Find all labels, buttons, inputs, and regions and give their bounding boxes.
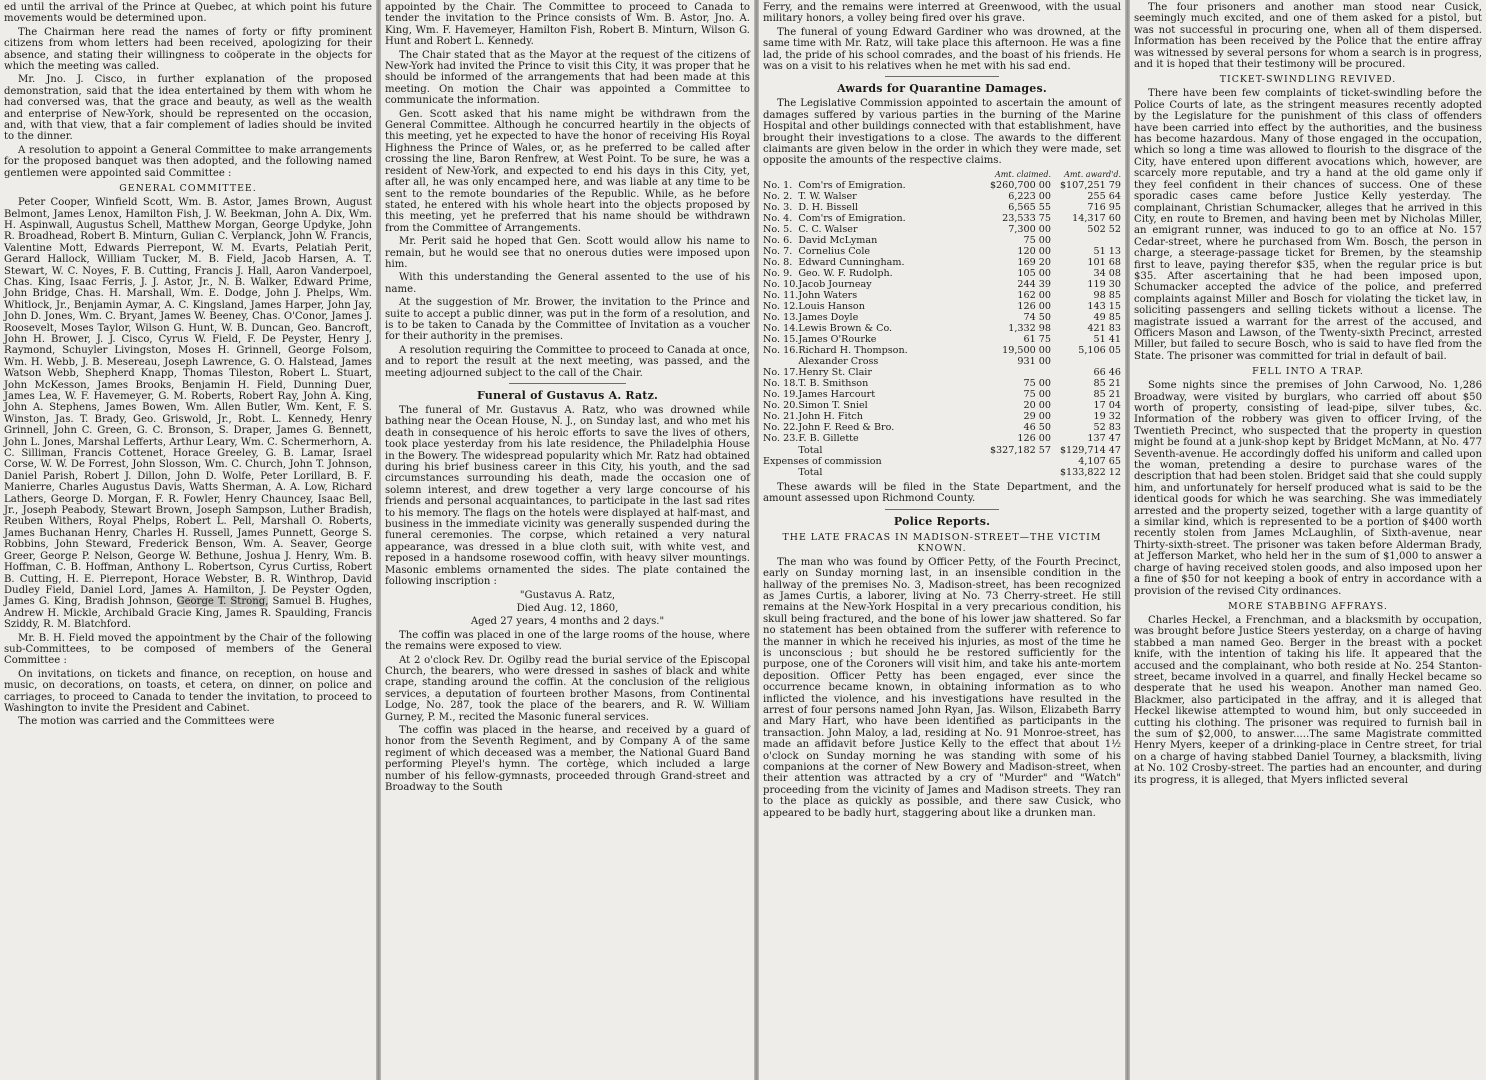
award-claimant: Edward Cunningham. [798, 256, 905, 268]
award-claimed: 126 00 [1017, 300, 1051, 312]
expenses-awarded: 4,107 65 [1078, 455, 1121, 467]
award-row [763, 323, 1121, 334]
award-row [763, 224, 1121, 235]
award-row [763, 411, 1121, 422]
award-claimant: C. C. Walser [798, 223, 858, 235]
award-number: No. 23. [763, 432, 799, 444]
award-row [763, 257, 1121, 268]
ticket-heading: TICKET-SWINDLING REVIVED. [1219, 74, 1397, 86]
award-claimant: D. H. Bissell [798, 201, 859, 213]
award-row [763, 290, 1121, 301]
award-row [763, 367, 1121, 378]
award-claimed: 74 50 [1023, 311, 1051, 323]
highlighted-name: George T. Strong, [176, 596, 269, 608]
trap-heading: FELL INTO A TRAP. [1252, 366, 1364, 378]
award-number: No. 7. [763, 245, 793, 257]
award-claimant: John F. Reed & Bro. [798, 421, 895, 433]
total-row [763, 444, 1121, 456]
paragraph: These awards will be filed in the State Department, and the amount assessed upon Richmond County. [763, 481, 1121, 505]
award-awarded: 143 15 [1087, 300, 1121, 312]
award-claimed: 19,500 00 [1002, 344, 1051, 356]
award-claimed: 162 00 [1017, 289, 1051, 301]
award-claimed: 23,533 75 [1002, 212, 1051, 224]
section-rule [885, 509, 1000, 510]
award-number: No. 17. [763, 366, 799, 378]
award-number: No. 13. [763, 311, 799, 323]
award-claimant: James O'Rourke [798, 333, 877, 345]
paragraph: The man who was found by Officer Petty, of the Fourth Precinct, early on Sunday morning last, in an insensible condition in the hallway of the premises No. 3, Madison-street, has been recognized as James Curtis, a laborer, living at No. 73 Cherry-street. He still remains at the New-York Hospital in a very precarious condition, his skull being fractured, and the bone of his lower jaw shattered. So far no statement has been obtained from the sufferer with reference to the manner in which he received his injuries, as most of the time he is unconscious ; but should he be restored sufficiently for the purpose, one of the Coroners will visit him, and take his ante-mortem deposition. Officer Petty has been engaged, ever since the occurrence became known, in obtaining information as to who inflicted the violence, and his investigations have resulted in the arrest of four persons named John Ryan, Jas. Wilson, Elizabeth Barry and Mary Hart, who have been identified as participants in the transaction. John Maloy, a lad, residing at No. 91 Monroe-street, has made an affidavit before Justice Kelly to the effect that about 1½ o'clock on Sunday morning he was standing with some of his companions at the corner of New Bowery and Madison-street, when their attention was attracted by a cry of "Murder" and "Watch" proceeding from the vicinity of James and Madison streets. They ran to the place as quickly as possible, and there saw Cusick, who appeared to be badly hurt, staggering about like a drunken man. [763, 556, 1121, 819]
committee-names-end: Samuel B. Hughes, Andrew H. Mickle, Archibald Gracie King, James R. Spaulding, Francis Sziddy, R. M. Blatchford. [4, 596, 372, 631]
committee-heading: GENERAL COMMITTEE. [119, 183, 257, 195]
award-number: No. 2. [763, 190, 793, 202]
award-claimed: 120 00 [1017, 245, 1051, 257]
award-awarded: 49 85 [1093, 311, 1121, 323]
award-awarded: 119 30 [1087, 278, 1121, 290]
award-row [763, 422, 1121, 433]
award-awarded: 85 21 [1093, 388, 1121, 400]
award-claimed [981, 367, 1051, 378]
column-2 [381, 0, 754, 1080]
award-number: No. 18. [763, 377, 799, 389]
award-row [763, 345, 1121, 356]
award-claimant: Richard H. Thompson. [798, 344, 908, 356]
inscription-line: "Gustavus A. Ratz, [519, 589, 616, 601]
grand-total-awarded: $133,822 12 [1059, 466, 1121, 478]
award-claimant: Alexander Cross [798, 355, 879, 367]
award-claimed: 61 75 [1023, 333, 1051, 345]
award-claimant: T. B. Smithson [798, 377, 869, 389]
paragraph: Ferry, and the remains were interred at Greenwood, with the usual military honors, a volley being fired over his grave. [763, 2, 1121, 25]
award-number: No. 1. [763, 179, 793, 191]
award-claimant: Geo. W. F. Rudolph. [798, 267, 893, 279]
column-3 [759, 0, 1125, 1080]
award-row [763, 301, 1121, 312]
paragraph: Mr. B. H. Field moved the appointment by the Chair of the following sub-Committees, to be composed of members of the General Committee : [4, 632, 372, 667]
grand-total-label: Total [798, 466, 823, 478]
award-awarded: 98 85 [1093, 289, 1121, 301]
expenses-label: Expenses of commission [763, 455, 882, 467]
award-row [763, 312, 1121, 323]
awards-heading: Awards for Quarantine Damages. [837, 82, 1047, 96]
award-number: No. 3. [763, 201, 793, 213]
award-claimed: 244 39 [1017, 278, 1051, 290]
inscription-line: Died Aug. 12, 1860, [516, 602, 619, 614]
award-awarded: 34 08 [1093, 267, 1121, 279]
funeral-heading: Funeral of Gustavus A. Ratz. [476, 389, 659, 402]
awards-table [763, 169, 1121, 478]
award-row [763, 235, 1121, 246]
paragraph: A resolution to appoint a General Committee to make arrangements for the proposed banquet was then adopted, and the following named gentlemen were appointed said Committee : [4, 144, 372, 179]
award-claimed: 105 00 [1017, 267, 1051, 279]
award-row [763, 191, 1121, 202]
award-number: No. 20. [763, 399, 799, 411]
award-number: No. 19. [763, 388, 799, 400]
award-claimant: T. W. Walser [798, 190, 857, 202]
award-claimant: F. B. Gillette [798, 432, 859, 444]
award-claimed: 75 00 [1023, 388, 1051, 400]
award-claimant: Lewis Brown & Co. [798, 322, 893, 334]
paragraph: On invitations, on tickets and finance, on reception, on house and music, on decorations, on toasts, et cetera, on dinner, on police and carriages, to proceed to Canada to tender the invitation, to proceed to Washington to invite the President and Cabinet. [4, 668, 372, 714]
award-row [763, 213, 1121, 224]
column-header-awarded: Amt. award'd. [1064, 169, 1121, 179]
award-awarded: 51 41 [1093, 333, 1121, 345]
column-header-claimed: Amt. claimed. [994, 169, 1051, 179]
award-number: No. 21. [763, 410, 799, 422]
award-number: No. 11. [763, 289, 799, 301]
inscription-line: Aged 27 years, 4 months and 2 days." [470, 616, 665, 628]
award-claimed: 75 00 [1023, 234, 1051, 246]
award-row [763, 246, 1121, 257]
award-awarded: 14,317 60 [1072, 212, 1121, 224]
award-row [763, 180, 1121, 191]
paragraph: The Chairman here read the names of forty or fifty prominent citizens from whom letters had been received, apologizing for their absence, and stating their willingness to coöperate in the objects for which the meeting was called. [4, 26, 372, 73]
award-claimed: 20 00 [1023, 399, 1051, 411]
award-claimant: Com'rs of Emigration. [798, 212, 906, 224]
award-claimant: James Harcourt [798, 388, 876, 400]
paragraph: ed until the arrival of the Prince at Quebec, at which point his future movements would be determined upon. [4, 2, 372, 25]
police-heading: Police Reports. [893, 514, 991, 528]
award-awarded: $107,251 79 [1059, 179, 1121, 191]
award-claimed: 931 00 [1017, 355, 1051, 367]
committee-names: Peter Cooper, Winfield Scott, Wm. B. Astor, James Brown, August Belmont, James Lenox, Hamilton Fish, J. W. Beekman, John A. Dix, Wm. H. Aspinwall, Augustus Schell, Matthew Morgan, George Updyke, John R. Broadhead, Robert B. Minturn, Gulian C. Verplanck, John W. Francis, Valentine Mott, Edwards Pierrepont, W. M. Evarts, Pelatiah Perit, Gerard Hallock, William Tucker, M. B. Field, Jacob Harsen, A. T. Stewart, W. C. Noyes, F. B. Cutting, Francis J. Hall, Aaron Vanderpoel, Chas. King, Isaac Ferris, J. J. Astor, Jr., N. B. Walker, Edward Prime, John Bridge, Chas. H. Marshall, Wm. E. Dodge, John J. Phelps, Wm. Whitlock, Jr., Benjamin Aymar, A. C. Kingsland, James Harper, John Jay, John D. Jones, Wm. C. Bryant, James W. Beeney, Chas. O'Conor, James J. Roosevelt, Moses Taylor, Wilson G. Hunt, W. B. Duncan, Geo. Bancroft, John H. Brower, J. J. Cisco, Cyrus W. Field, F. De Peyster, Henry J. Raymond, Schuyler Livingston, Moses H. Grinnell, George Folsom, Wm. H. Webb, J. B. Mesereau, Joseph Lawrence, G. O. Halstead, James Watson Webb, Shepherd Knapp, Thomas Tileston, Robert L. Stuart, John McKesson, James Brooks, Benjamin H. Field, Dunning Duer, James Lea, W. F. Havemeyer, G. M. Roberts, Robert Ray, John A. King, John A. Stephens, James Bowen, Wm. Allen Butler, Wm. Kent, F. S. Winston, Jas. T. Brady, Geo. Griswold, Jr., Robt. L. Kennedy, Henry Grinnell, John C. Green, G. C. Bronson, S. Draper, James G. Bennett, John L. Jones, Marshal Lefferts, Arthur Leary, Wm. C. Schermerhorn, A. C. Silliman, Francis Cottenet, Horace Greeley, G. B. Lamar, Israel Corse, W. W. De Forrest, John Slosson, Wm. C. Church, John T. Johnson, Daniel Parish, Robert J. Dillon, John D. Wolfe, Peter Lorillard, B. F. Manierre, Charles Augustus Davis, Watts Sherman, A. A. Low, Richard Lathers, George D. Morgan, F. R. Fowler, Henry Chauncey, Isaac Bell, Jr., Joseph Peabody, Stewart Brown, Joseph Sampson, Luther Bradish, Reuben Withers, Royal Phelps, Robert L. Pell, Marshall O. Roberts, James Buchanan Henry, Charles H. Russell, James Punnett, George S. Robbins, John Steward, Frederick Benson, Wm. A. Seaver, George Greer, George P. Nelson, George W. Bethune, Joshua J. Henry, Wm. B. Hoffman, C. B. Hoffman, Anthony L. Robertson, Cyrus Curtiss, Robert B. Cutting, H. E. Pierrepont, Horace Webster, B. R. Winthrop, David Dudley Field, Daniel Lord, James A. Hamilton, J. De Peyster Ogden, James G. King, Bradish Johnson, [4, 197, 372, 608]
section-rule [885, 76, 1000, 77]
award-claimed: 75 00 [1023, 377, 1051, 389]
paragraph: Charles Heckel, a Frenchman, and a blacksmith by occupation, was brought before Justice Steers yesterday, on a charge of having stabbed a man named Geo. Berger in the breast with a pocket knife, with the intention of taking his life. It appeared that the accused and the complainant, who both reside at No. 254 Stanton-street, became involved in a quarrel, and finally Heckel became so desperate that he used his weapon. Another man named Geo. Blackmer, also participated in the affray, and it is alleged that Heckel likewise attempted to wound him, but only succeeded in cutting his clothing. The prisoner was required to furnish bail in the sum of $2,000, to answer.....The same Magistrate committed Henry Myers, keeper of a drinking-place in Centre street, for trial on a charge of having stabbed Daniel Tourney, a blacksmith, living at No. 102 Crosby-street. The parties had an encounter, and during its progress, it is alleged, that Myers inflicted several [1134, 614, 1482, 786]
award-awarded: 52 83 [1093, 421, 1121, 433]
award-number: No. 14. [763, 322, 799, 334]
award-awarded: 66 46 [1093, 366, 1121, 378]
paragraph: At 2 o'clock Rev. Dr. Ogilby read the burial service of the Episcopal Church, the bearers, who were dressed in sashes of black and white crape, standing around the coffin. At the conclusion of the religious services, a deputation of fourteen brother Masons, from Continental Lodge, No. 287, took the place of the bearers, and R. W. William Gurney, P. M., recited the Masonic funeral services. [385, 654, 750, 723]
award-claimed: 7,300 00 [1008, 223, 1051, 235]
award-claimed: 6,565 55 [1008, 201, 1051, 213]
paragraph: The four prisoners and another man stood near Cusick, seemingly much excited, and one of them asked for a pistol, but was not successful in procuring one, when all of them dispersed. Information has been received by the Police that the entire affray was witnessed by several persons for whom a search is in progress, and it is hoped that their testimony will be procured. [1134, 2, 1482, 71]
award-claimant: Henry St. Clair [798, 366, 872, 378]
paragraph: With this understanding the General assented to the use of his name. [385, 272, 750, 295]
award-number: No. 10. [763, 278, 799, 290]
total-awarded: $129,714 47 [1059, 444, 1121, 456]
award-claimant: John Waters [798, 289, 858, 301]
paragraph: Some nights since the premises of John Carwood, No. 1,286 Broadway, were visited by burglars, who carried off about $50 worth of property, consisting of lead-pipe, silver tubes, &c. Information of the robbery was given to officer Irving, of the Twentieth Precinct, who suspected that the property in question might be found at a junk-shop kept by Bridget McMann, at No. 477 Seventh-avenue. He accordingly doffed his uniform and called upon the woman, pretending a desire to purchase wares of the description that had been stolen. Bridget said that she could supply him, and unfortunately for herself produced what is said to be the identical goods for which he was searching. She was immediately arrested and the property seized, together with a large quantity of a similar kind, which is represented to be a portion of $400 worth recently stolen from James McLaughlin, of Sixth-avenue, near Thirty-sixth-street. The prisoner was taken before Alderman Brady, at Jefferson Market, who held her in the sum of $1,000 to answer a charge of having received stolen goods, and also imposed upon her a fine of $50 for not keeping a book of entry in accordance with a provision of the revised City ordinances. [1134, 380, 1482, 597]
column-4 [1130, 0, 1486, 1080]
award-number: No. 15. [763, 333, 799, 345]
award-awarded: 101 68 [1087, 256, 1121, 268]
award-awarded: 137 47 [1087, 432, 1121, 444]
award-awarded [1051, 235, 1121, 246]
paragraph: The coffin was placed in the hearse, and received by a guard of honor from the Seventh Regiment, and by Company A of the same regiment of which deceased was a member, the National Guard Band performing Pleyel's hymn. The cortège, which included a large number of his fellow-gymnasts, proceeded through Grand-street and Broadway to the South [385, 724, 750, 793]
paragraph: Gen. Scott asked that his name might be withdrawn from the General Committee. Although he concurred heartily in the objects of this meeting, yet he expected to have the honor of receiving His Royal Highness the Prince of Wales, or, as he preferred to be called after crossing the line, Baron Renfrew, at West Point. To be sure, he was a resident of New-York, and expected to end his days in this City, yet, after all, he was only encamped here, and was liable at any time to be sent to the remote boundaries of the Republic. While, as he before stated, he entered with his whole heart into the objects proposed by this meeting, yet he preferred that his name should be withdrawn from the Committee of Arrangements. [385, 108, 750, 234]
award-claimant: James Doyle [798, 311, 859, 323]
paragraph: appointed by the Chair. The Committee to proceed to Canada to tender the invitation to the Prince consists of Wm. B. Astor, Jno. A. King, Wm. F. Havemeyer, Hamilton Fish, Robert B. Minturn, Wilson G. Hunt and Robert L. Kennedy. [385, 2, 750, 48]
award-row [763, 334, 1121, 345]
stabbing-heading: MORE STABBING AFFRAYS. [1228, 600, 1388, 612]
award-number: No. 8. [763, 256, 793, 268]
award-awarded: 716 95 [1087, 201, 1121, 213]
award-claimed: 126 00 [1017, 432, 1051, 444]
award-row [763, 202, 1121, 213]
award-claimant: Cornelius Cole [798, 245, 871, 257]
award-claimed: 169 20 [1017, 256, 1051, 268]
paragraph: Mr. Perit said he hoped that Gen. Scott would allow his name to remain, but he would see that no onerous duties were imposed upon him. [385, 236, 750, 270]
award-claimant: John H. Fitch [798, 410, 863, 422]
paragraph: The funeral of young Edward Gardiner who was drowned, at the same time with Mr. Ratz, will take place this afternoon. He was a fine lad, the pride of his school comrades, and the boast of his friends. He was on a visit to his relatives when he met with his sad end. [763, 26, 1121, 73]
award-number: No. 4. [763, 212, 793, 224]
paragraph: The Legislative Commission appointed to ascertain the amount of damages suffered by various parties in the burning of the Marine Hospital and other buildings connected with that establishment, have brought their investigations to a close. The awards to the different claimants are given below in the order in which they were made, set opposite the amounts of the respective claims. [763, 98, 1121, 167]
expenses-row [763, 456, 1121, 467]
award-number: No. 22. [763, 421, 799, 433]
award-number: No. 12. [763, 300, 799, 312]
award-claimant: Com'rs of Emigration. [798, 179, 906, 191]
awards-table-header [763, 169, 1121, 180]
award-awarded: 5,106 05 [1078, 344, 1121, 356]
award-awarded: 17 04 [1093, 399, 1121, 411]
award-awarded: 502 52 [1087, 223, 1121, 235]
award-row [763, 268, 1121, 279]
award-row [763, 400, 1121, 411]
section-rule [509, 383, 626, 384]
paragraph: The motion was carried and the Committees were [18, 716, 275, 728]
award-claimed: 1,332 98 [1008, 322, 1051, 334]
award-claimed: 46 50 [1023, 421, 1051, 433]
paragraph: A resolution requiring the Committee to proceed to Canada at once, and to report the result at the next meeting, was passed, and the meeting adjourned subject to the call of the Chair. [385, 344, 750, 379]
paragraph: The funeral of Mr. Gustavus A. Ratz, who was drowned while bathing near the Ocean House, N. J., on Sunday last, and who met his death in consequence of his heroic efforts to save the lives of others, took place yesterday from his late residence, the Philadelphia House in the Bowery. The widespread popularity which Mr. Ratz had obtained during his brief business career in this City, his youth, and the sad circumstances surrounding his death, made the occasion one of solemn interest, and drew together a very large concourse of his friends and personal acquaintances, to participate in the last sad rites to his memory. The flags on the hotels were displayed at half-mast, and business in the immediate vicinity was generally suspended during the funeral ceremonies. The corpse, which retained a very natural appearance, was dressed in a blue cloth suit, with white vest, and reposed in a handsome rosewood coffin, with heavy silver mountings. Masonic emblems ornamented the sides. The plate contained the following inscription : [385, 405, 750, 588]
award-awarded: 51 13 [1093, 245, 1121, 257]
award-claimed: 29 00 [1023, 410, 1051, 422]
award-row [763, 356, 1121, 367]
award-awarded: 421 83 [1087, 322, 1121, 334]
award-number: No. 16. [763, 344, 799, 356]
total-claimed: $327,182 57 [989, 444, 1051, 456]
paragraph: The Chair stated that as the Mayor at the request of the citizens of New-York had invited the Prince to visit this City, it was proper that he should be informed of the arrangements that had been made at this meeting. On motion the Chair was appointed a Committee to communicate the information. [385, 49, 750, 107]
total-label: Total [798, 444, 823, 456]
award-awarded [1051, 356, 1121, 367]
grand-total-row [763, 467, 1121, 478]
award-awarded: 19 32 [1093, 410, 1121, 422]
award-row [763, 389, 1121, 400]
award-claimant: David McLyman [798, 234, 878, 246]
award-row [763, 378, 1121, 389]
award-row [763, 279, 1121, 290]
committee-list [4, 197, 372, 630]
award-claimed: 6,223 00 [1008, 190, 1051, 202]
award-number: No. 5. [763, 223, 793, 235]
fracas-heading: THE LATE FRACAS IN MADISON-STREET—THE VICTIM KNOWN. [782, 531, 1102, 554]
award-number: No. 9. [763, 267, 793, 279]
paragraph: The coffin was placed in one of the large rooms of the house, where the remains were exposed to view. [385, 629, 750, 653]
paragraph: There have been few complaints of ticket-swindling before the Police Courts of late, as the stringent measures recently adopted by the Legislature for the punishment of this class of offenders have been carried into effect by the authorities, and the business has become hazardous. Many of those engaged in the occupation, which so long a time was allowed to flourish to the disgrace of the City, have entered upon different avocations which, however, are scarcely more reputable, and try a hand at the old game only if they feel confident in their chances of success. One of these sporadic cases came before Justice Kelly yesterday. The complainant, Christian Schumacker, alleges that he arrived in this City, en route to Bremen, and having been met by Nicholas Miller, an emigrant runner, was induced to go to an office at No. 157 Cedar-street, where he purchased from Wm. Bosch, the person in charge, a steerage-passage ticket for Bremen, by the steamship first to leave, paying therefor $35, when the regular price is but $35. After ascertaining that he had been imposed upon, Schumacker accepted the advice of the police, and preferred complaints against Miller and Bosch for violating the ticket law, in soliciting passengers and selling tickets without a license. The magistrate issued a warrant for the arrest of the accused, and Officers Mason and Lawson, of the Twenty-sixth Precinct, arrested Miller, but failed to secure Bosch, who is said to have fled from the State. The prisoner was committed for trial in default of bail. [1134, 88, 1482, 362]
paragraph: At the suggestion of Mr. Brower, the invitation to the Prince and suite to accept a public dinner, was put in the form of a resolution, and is to be taken to Canada by the Committee of Invitation as a voucher for their authority in the premises. [385, 297, 750, 343]
award-number [763, 356, 798, 367]
paragraph: Mr. Jno. J. Cisco, in further explanation of the proposed demonstration, said that the idea entertained by them with whom he had conversed was, that the grace and beauty, as well as the wealth and enterprise of New-York, should be represented on the occasion, and, with that view, that a fair complement of ladies should be invited to the dinner. [4, 74, 372, 143]
column-1 [0, 0, 376, 1080]
award-claimant: Louis Hanson [798, 300, 865, 312]
award-number: No. 6. [763, 234, 793, 246]
award-claimant: Jacob Journeay [798, 278, 872, 290]
award-row [763, 433, 1121, 444]
award-claimant: Simon T. Sniel [798, 399, 868, 411]
award-awarded: 85 21 [1093, 377, 1121, 389]
award-claimed: $260,700 00 [989, 179, 1051, 191]
award-awarded: 255 64 [1087, 190, 1121, 202]
